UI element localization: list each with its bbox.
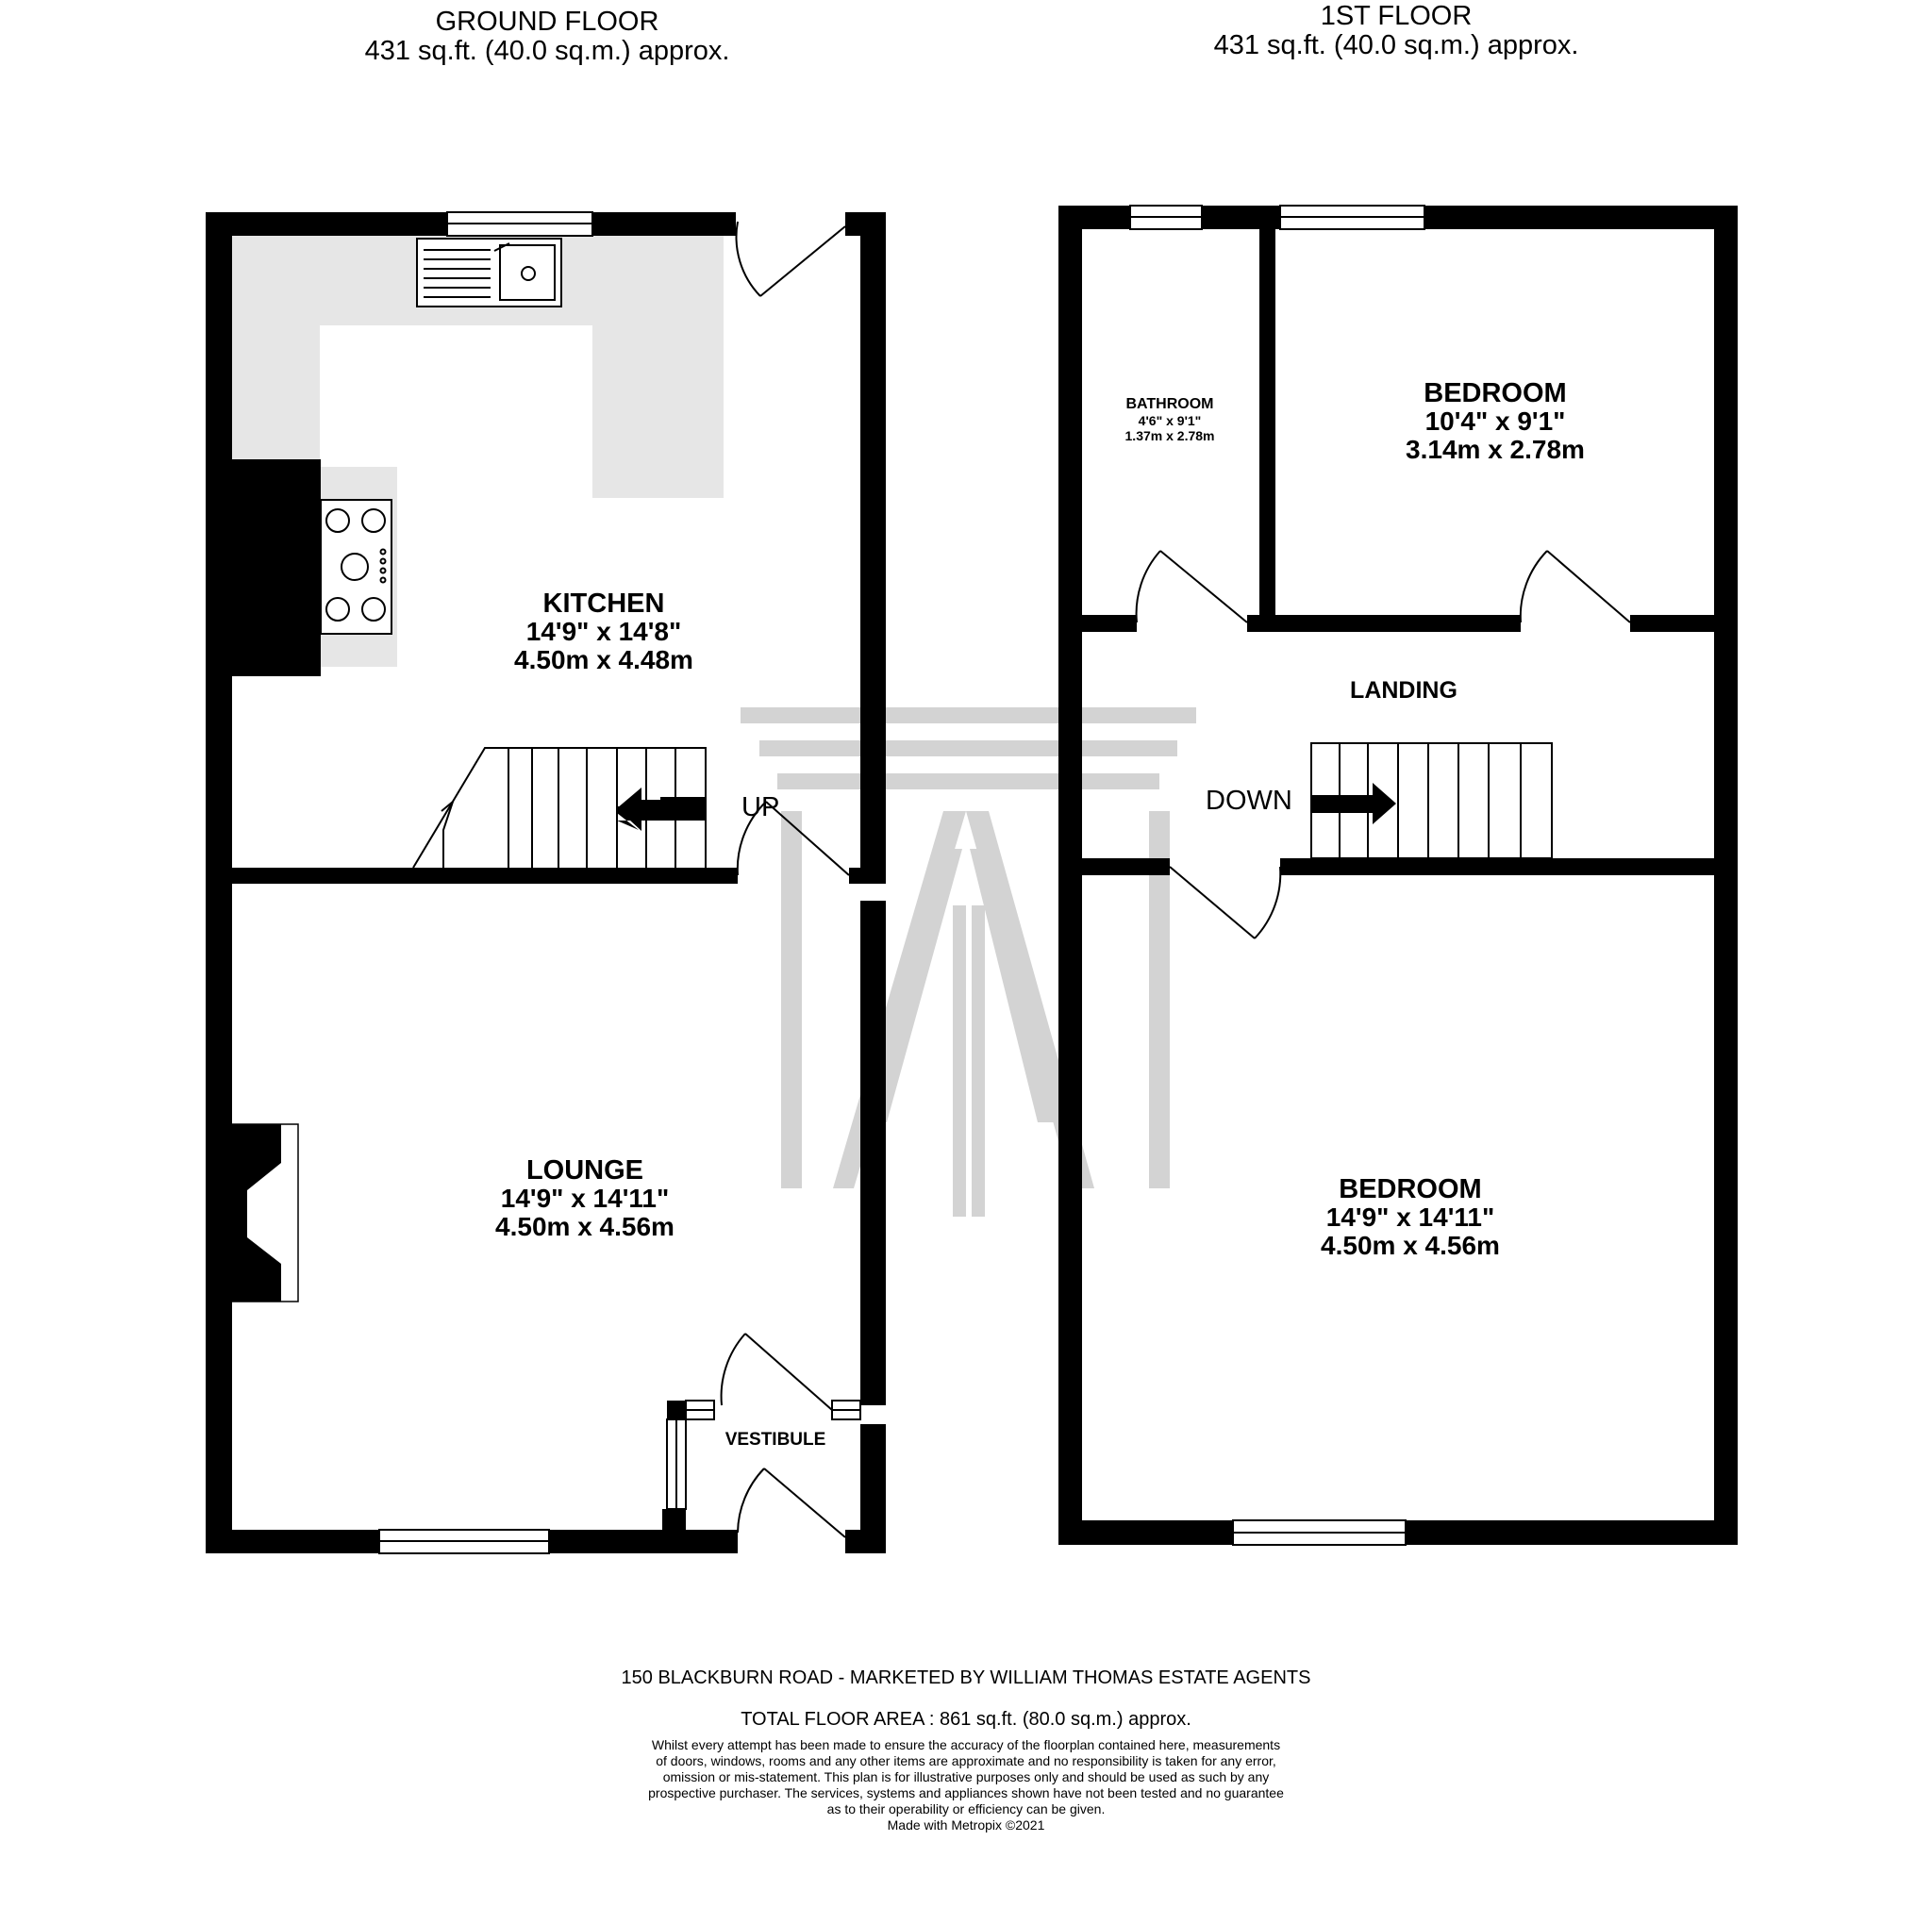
room-name: KITCHEN — [542, 589, 665, 619]
vestibule-label — [700, 1430, 851, 1451]
kitchen-label — [453, 589, 755, 674]
room-name: BATHROOM — [1125, 396, 1214, 412]
room-dimensions-imperial: 14'9" x 14'11" — [500, 1184, 670, 1213]
metropix-credit: Made with Metropix ©2021 — [887, 1817, 1045, 1833]
room-dimensions-metric: 4.50m x 4.48m — [514, 645, 693, 674]
first-floor-area: 431 sq.ft. (40.0 sq.m.) approx. — [1213, 30, 1579, 60]
total-floor-area: TOTAL FLOOR AREA : 861 sq.ft. (80.0 sq.m.) approx. — [741, 1709, 1191, 1730]
fireplace-icon — [232, 1124, 298, 1302]
room-dimensions-metric: 3.14m x 2.78m — [1406, 435, 1585, 464]
room-dimensions-imperial: 14'9" x 14'11" — [1325, 1202, 1495, 1232]
room-name: BEDROOM — [1424, 378, 1567, 408]
bedroom-small-label — [1349, 379, 1641, 464]
room-name: LANDING — [1350, 677, 1457, 704]
landing-label — [1309, 677, 1498, 705]
room-name: LOUNGE — [525, 1155, 644, 1186]
sink-icon — [417, 239, 561, 307]
ground-floor-title: GROUND FLOOR — [435, 7, 659, 37]
disclaimer-line: Whilst every attempt has been made to ensure the accuracy of the floorplan contained here, measurements — [651, 1737, 1281, 1752]
disclaimer — [589, 1737, 1343, 1833]
bathroom-label — [1085, 396, 1255, 443]
room-dimensions-metric: 1.37m x 2.78m — [1124, 428, 1215, 443]
disclaimer-line: prospective purchaser. The services, systems and appliances shown have not been tested and no guarantee — [648, 1785, 1284, 1800]
disclaimer-line: of doors, windows, rooms and any other items are approximate and no responsibility is taken for any error, — [656, 1753, 1276, 1768]
watermark-logo — [741, 707, 1196, 1217]
stair-arrow-right-icon — [1311, 783, 1396, 824]
room-dimensions-metric: 4.50m x 4.56m — [495, 1212, 675, 1241]
disclaimer-line: as to their operability or efficiency can be given. — [826, 1801, 1106, 1816]
stairs-down-label: DOWN — [1206, 786, 1292, 816]
disclaimer-line: omission or mis-statement. This plan is for illustrative purposes only and should be used as such by any — [662, 1769, 1270, 1784]
room-dimensions-imperial: 14'9" x 14'8" — [525, 617, 682, 646]
door-swing — [1137, 551, 1630, 938]
first-floor-heading — [1160, 2, 1632, 60]
ground-floor-heading — [311, 8, 783, 66]
room-dimensions-metric: 4.50m x 4.56m — [1321, 1231, 1500, 1260]
room-name: BEDROOM — [1339, 1174, 1482, 1204]
property-caption: 150 BLACKBURN ROAD - MARKETED BY WILLIAM THOMAS ESTATE AGENTS — [621, 1667, 1311, 1688]
bedroom-large-label — [1264, 1175, 1557, 1260]
room-dimensions-imperial: 10'4" x 9'1" — [1424, 406, 1566, 436]
stairs-up-label: UP — [741, 792, 780, 822]
first-floor-title: 1ST FLOOR — [1320, 1, 1473, 31]
room-dimensions-imperial: 4'6" x 9'1" — [1138, 413, 1202, 428]
chimney-breast — [232, 459, 321, 676]
hob-icon — [321, 500, 391, 634]
lounge-label — [434, 1156, 736, 1241]
room-name: VESTIBULE — [724, 1430, 826, 1450]
ground-floor-area: 431 sq.ft. (40.0 sq.m.) approx. — [364, 36, 730, 66]
